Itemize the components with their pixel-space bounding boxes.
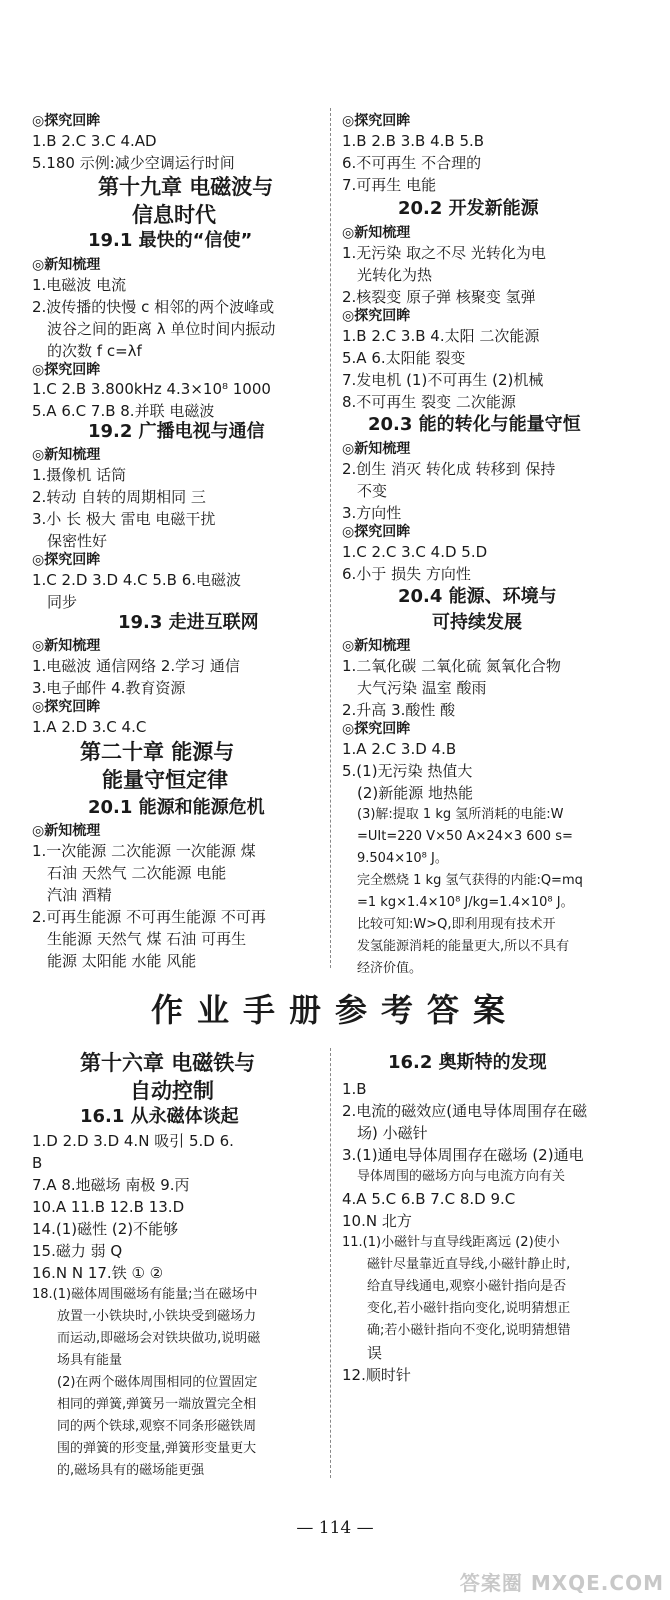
answer-line: 1.二氧化碳 二氧化硫 氮氧化合物 xyxy=(342,657,561,675)
answer-line: 光转化为热 xyxy=(357,266,433,284)
answer-line: 1.无污染 取之不尽 光转化为电 xyxy=(342,244,546,262)
chapter-title: 第二十章 能源与 xyxy=(80,740,235,764)
answer-line: 15.磁力 弱 Q xyxy=(32,1242,123,1260)
answer-line: 3.方向性 xyxy=(342,504,402,522)
chapter-title: 第十九章 电磁波与 xyxy=(98,175,274,199)
column-divider xyxy=(330,108,331,968)
answer-line: 5.A 6.太阳能 裂变 xyxy=(342,349,466,367)
answer-line: 8.不可再生 裂变 二次能源 xyxy=(342,393,516,411)
answer-line: 同步 xyxy=(47,593,78,611)
answer-line: (2)在两个磁体周围相同的位置固定 xyxy=(57,1375,258,1390)
answer-line: 变化,若小磁针指向变化,说明猜想正 xyxy=(367,1301,571,1316)
section-tag: ◎探究回眸 xyxy=(32,362,101,378)
section-tag: ◎新知梳理 xyxy=(32,257,101,273)
answer-line: 保密性好 xyxy=(47,532,108,550)
answer-line: 给直导线通电,观察小磁针指向是否 xyxy=(367,1279,567,1294)
answer-line: 场具有能量 xyxy=(57,1353,123,1368)
answer-line: 2.转动 自转的周期相同 三 xyxy=(32,488,206,506)
answer-line: 7.可再生 电能 xyxy=(342,176,437,194)
answer-line: 3.电子邮件 4.教育资源 xyxy=(32,679,186,697)
chapter-title: 能量守恒定律 xyxy=(102,768,228,792)
answer-line: 10.N 北方 xyxy=(342,1212,412,1230)
section-tag: ◎新知梳理 xyxy=(32,447,101,463)
answer-line: 确;若小磁针指向不变化,说明猜想错 xyxy=(367,1323,571,1338)
answer-line: 1.B xyxy=(342,1080,367,1098)
answer-line: (3)解:提取 1 kg 氢所消耗的电能:W xyxy=(357,807,564,822)
answer-line: 大气污染 温室 酸雨 xyxy=(357,679,487,697)
answer-line: (2)新能源 地热能 xyxy=(357,784,474,802)
answer-line: 石油 天然气 二次能源 电能 xyxy=(47,864,227,882)
section-tag: ◎探究回眸 xyxy=(342,524,411,540)
answer-line: 7.A 8.地磁场 南极 9.丙 xyxy=(32,1176,190,1194)
answer-line: 2.升高 3.酸性 酸 xyxy=(342,701,456,719)
section-tag: ◎新知梳理 xyxy=(342,441,411,457)
answer-line: 经济价值。 xyxy=(357,961,423,976)
answer-line: 10.A 11.B 12.B 13.D xyxy=(32,1198,185,1216)
answer-line: 5.180 示例:减少空调运行时间 xyxy=(32,154,235,172)
section-title: 19.2 广播电视与通信 xyxy=(88,421,265,442)
answer-line: 11.(1)小磁针与直导线距离远 (2)使小 xyxy=(342,1235,560,1250)
answer-line: 的次数 f c=λf xyxy=(47,342,142,360)
section-title: 可持续发展 xyxy=(432,612,522,633)
answer-line: 发氢能源消耗的能量更大,所以不具有 xyxy=(357,939,570,954)
answer-line: 的,磁场具有的磁场能更强 xyxy=(57,1463,205,1478)
section-tag: ◎探究回眸 xyxy=(32,113,101,129)
answer-line: 1.电磁波 通信网络 2.学习 通信 xyxy=(32,657,240,675)
section-title: 16.2 奥斯特的发现 xyxy=(388,1052,547,1073)
answer-line: 2.可再生能源 不可再生能源 不可再 xyxy=(32,908,266,926)
section-tag: ◎探究回眸 xyxy=(342,721,411,737)
answer-line: 场) 小磁针 xyxy=(357,1124,428,1142)
answer-line: 导体周围的磁场方向与电流方向有关 xyxy=(357,1169,566,1184)
answer-line: 1.摄像机 话筒 xyxy=(32,466,127,484)
column-divider xyxy=(330,1048,331,1478)
answer-line: 汽油 酒精 xyxy=(47,886,112,904)
answer-line: 围的弹簧的形变量,弹簧形变量更大 xyxy=(57,1441,257,1456)
answer-line: 能源 太阳能 水能 风能 xyxy=(47,952,197,970)
page-number: — 114 — xyxy=(296,1518,374,1538)
answer-line: 6.不可再生 不合理的 xyxy=(342,154,482,172)
answer-line: 1.B 2.C 3.B 4.太阳 二次能源 xyxy=(342,327,540,345)
answer-line: 1.B 2.B 3.B 4.B 5.B xyxy=(342,132,485,150)
section-tag: ◎探究回眸 xyxy=(342,113,411,129)
answer-line: 1.A 2.C 3.D 4.B xyxy=(342,740,457,758)
answer-line: 误 xyxy=(367,1344,383,1362)
answer-line: 1.B 2.C 3.C 4.AD xyxy=(32,132,157,150)
section-title: 19.1 最快的“信使” xyxy=(88,230,253,251)
answer-line: 1.C 2.C 3.C 4.D 5.D xyxy=(342,543,488,561)
section-title: 20.4 能源、环境与 xyxy=(398,586,557,607)
answer-line: 5.(1)无污染 热值大 xyxy=(342,762,473,780)
answer-key-banner: 作业手册参考答案 xyxy=(150,991,519,1029)
answer-line: =UIt=220 V×50 A×24×3 600 s= xyxy=(357,829,573,844)
answer-line: 相同的弹簧,弹簧另一端放置完全相 xyxy=(57,1397,257,1412)
section-title: 16.1 从永磁体谈起 xyxy=(80,1106,239,1127)
answer-line: 波谷之间的距离 λ 单位时间内振动 xyxy=(47,320,276,338)
answer-line: 完全燃烧 1 kg 氢气获得的内能:Q=mq xyxy=(357,873,583,888)
answer-line: 磁针尽量靠近直导线,小磁针静止时, xyxy=(367,1257,571,1272)
section-tag: ◎新知梳理 xyxy=(32,638,101,654)
section-title: 20.2 开发新能源 xyxy=(398,198,539,219)
chapter-title: 第十六章 电磁铁与 xyxy=(80,1051,256,1075)
answer-line: 放置一小铁块时,小铁块受到磁场力 xyxy=(57,1309,257,1324)
section-tag: ◎新知梳理 xyxy=(342,225,411,241)
section-tag: ◎新知梳理 xyxy=(342,638,411,654)
answer-line: 2.波传播的快慢 c 相邻的两个波峰或 xyxy=(32,298,275,316)
section-tag: ◎探究回眸 xyxy=(342,308,411,324)
answer-line: 1.C 2.D 3.D 4.C 5.B 6.电磁波 xyxy=(32,571,242,589)
answer-line: 同的两个铁球,观察不同条形磁铁周 xyxy=(57,1419,257,1434)
answer-line: 2.创生 消灭 转化成 转移到 保持 xyxy=(342,460,556,478)
answer-line: B xyxy=(32,1154,43,1172)
answer-line: 比较可知:W>Q,即利用现有技术开 xyxy=(357,917,556,932)
chapter-title: 自动控制 xyxy=(130,1079,214,1103)
answer-line: 4.A 5.C 6.B 7.C 8.D 9.C xyxy=(342,1190,516,1208)
chapter-title: 信息时代 xyxy=(132,203,216,227)
answer-line: 7.发电机 (1)不可再生 (2)机械 xyxy=(342,371,544,389)
answer-line: 14.(1)磁性 (2)不能够 xyxy=(32,1220,179,1238)
answer-line: 生能源 天然气 煤 石油 可再生 xyxy=(47,930,247,948)
watermark-logo: 答案圈 MXQE.COM xyxy=(459,1571,664,1595)
answer-line: 2.核裂变 原子弹 核聚变 氢弹 xyxy=(342,288,536,306)
answer-line: 3.(1)通电导体周围存在磁场 (2)通电 xyxy=(342,1146,584,1164)
section-title: 20.3 能的转化与能量守恒 xyxy=(368,414,581,435)
section-tag: ◎新知梳理 xyxy=(32,823,101,839)
answer-line: 而运动,即磁场会对铁块做功,说明磁 xyxy=(57,1331,261,1346)
answer-line: 1.A 2.D 3.C 4.C xyxy=(32,718,147,736)
section-title: 19.3 走进互联网 xyxy=(118,612,259,633)
answer-line: 6.小于 损失 方向性 xyxy=(342,565,471,583)
answer-line: =1 kg×1.4×10⁸ J/kg=1.4×10⁸ J。 xyxy=(357,895,574,910)
answer-line: 18.(1)磁体周围磁场有能量;当在磁场中 xyxy=(32,1287,258,1302)
section-tag: ◎探究回眸 xyxy=(32,699,101,715)
answer-line: 16.N N 17.铁 ① ② xyxy=(32,1264,164,1282)
answer-line: 12.顺时针 xyxy=(342,1366,411,1384)
section-title: 20.1 能源和能源危机 xyxy=(88,797,265,818)
answer-line: 1.D 2.D 3.D 4.N 吸引 5.D 6. xyxy=(32,1132,234,1150)
section-tag: ◎探究回眸 xyxy=(32,552,101,568)
answer-line: 9.504×10⁸ J。 xyxy=(357,851,448,866)
answer-line: 3.小 长 极大 雷电 电磁干扰 xyxy=(32,510,216,528)
answer-line: 2.电流的磁效应(通电导体周围存在磁 xyxy=(342,1102,588,1120)
answer-line: 1.C 2.B 3.800kHz 4.3×10⁸ 1000 xyxy=(32,380,271,398)
answer-line: 1.一次能源 二次能源 一次能源 煤 xyxy=(32,842,256,860)
answer-line: 不变 xyxy=(357,482,388,500)
answer-line: 5.A 6.C 7.B 8.并联 电磁波 xyxy=(32,402,215,420)
answer-line: 1.电磁波 电流 xyxy=(32,276,127,294)
